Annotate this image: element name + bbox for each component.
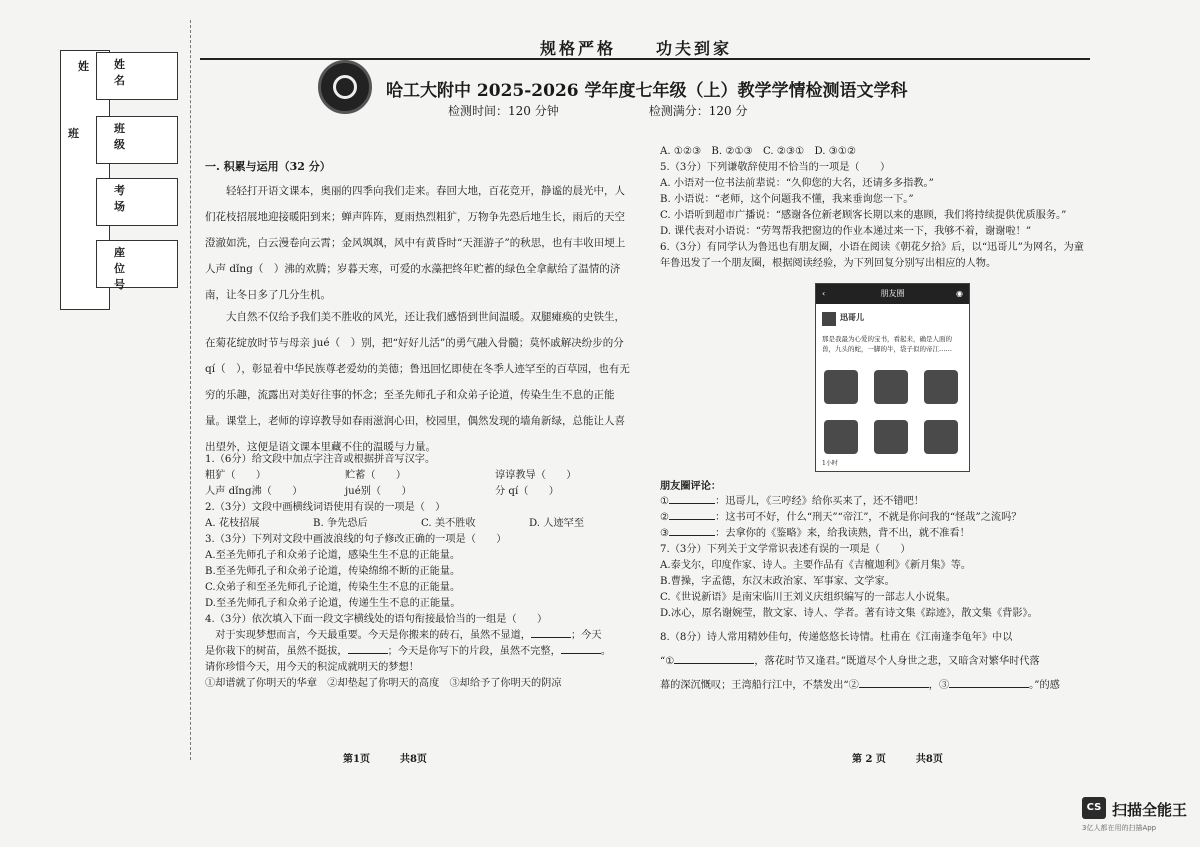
post-text: 那是我最为心爱的宝书，看起来，确是人面的兽，九头的蛇，一脚的牛，袋子似的帝江…… xyxy=(822,335,952,353)
q1-item-a: 粗犷（ ） xyxy=(205,470,267,481)
mythical-beast-image xyxy=(924,420,958,454)
q3-option-a[interactable]: A.至圣先师孔子和众弟子论道，感染生生不息的正能量。 xyxy=(205,550,461,561)
fold-line xyxy=(190,20,191,760)
comment-3: ③ ：去拿你的《鉴略》来，给我读熟，背不出，就不准看！ xyxy=(660,528,970,539)
question-6: 6.（3分）有同学认为鲁迅也有朋友圈，小语在阅读《朝花夕拾》后，以“迅哥儿”为网名，为童年鲁迅发了一个朋友圈，根据阅读经验，为下列回复分别写出相应的人物。 xyxy=(660,242,1084,269)
passage-paragraph-2: 大自然不仅给予我们美不胜收的风光，还让我们感悟到世间温暖。双腿瘫痪的史铁生，在菊花绽放时节与母亲 jué（ ）别，把“好好儿活”的勇气融入骨髓；莫怀戚解决纷步的分 qí（ ），彰显着中华民族尊老爱幼的美德；鲁迅回忆即使在冬季人迹罕至的百草园，也有无穷的乐趣，流露出对美好往事的怀念；至圣先师孔子和众弟子论道，传染生生不息的正能量。课堂上，老师的谆谆教导如春雨滋润心田，校园里，偶然发现的墙角新绿，总能让人喜出望外，这便是语文课本里藏不住的温暖与力量。 xyxy=(205,311,630,453)
name-label: 姓 名 xyxy=(114,58,147,87)
question-block-right-bottom xyxy=(660,478,1090,698)
q4-passage-line-1: 对于实现梦想而言，今天最重要。今天是你搬来的砖石，虽然不显道， ；今天 xyxy=(215,630,602,641)
right-page-footer xyxy=(852,750,943,765)
q8-line-2: “① ，落花时节又逢君。”既道尽个人身世之悲，又暗含对繁华时代落 xyxy=(660,656,1040,667)
mythical-beast-image xyxy=(824,370,858,404)
q8-blank-1[interactable] xyxy=(674,663,754,664)
right-page-number: 第 2 页 xyxy=(852,754,886,765)
school-logo-icon xyxy=(318,60,372,114)
binding-name-short: 姓 xyxy=(78,60,89,73)
question-block-left xyxy=(205,452,635,692)
question-3: 3.（3分）下列对文段中画波浪线的句子修改正确的一项是（ ） xyxy=(205,534,507,545)
mythical-beast-image xyxy=(874,370,908,404)
class-label: 班 级 xyxy=(114,122,147,151)
left-page-total: 共8页 xyxy=(399,754,427,765)
seat-field[interactable] xyxy=(96,240,178,288)
mythical-beast-image xyxy=(874,420,908,454)
q5-option-b[interactable]: B. 小语说：“老师，这个问题我不懂，我来垂询您一下。” xyxy=(660,194,914,205)
back-arrow-icon: ‹ xyxy=(822,289,826,298)
scanner-app-name: 扫描全能王 xyxy=(1112,801,1188,819)
post-time: 1小时 xyxy=(822,460,838,467)
q3-option-b[interactable]: B.至圣先师孔子和众弟子论道，传染绵绵不断的正能量。 xyxy=(205,566,461,577)
camscanner-logo-icon: CS xyxy=(1082,797,1106,819)
comment-2-blank[interactable] xyxy=(669,519,715,520)
right-page-total: 共8页 xyxy=(915,754,943,765)
camera-icon: ◉ xyxy=(956,289,963,298)
q1-item-d: 人声 dǐng沸（ ） xyxy=(205,486,303,497)
question-5: 5.（3分）下列谦敬辞使用不恰当的一项是（ ） xyxy=(660,162,891,173)
phone-title: 朋友圈 xyxy=(880,289,905,298)
left-page-number: 第1页 xyxy=(343,754,370,765)
q2-option-c[interactable]: C. 美不胜收 xyxy=(421,518,476,529)
comments-title: 朋友圈评论： xyxy=(660,480,722,492)
q8-blank-3[interactable] xyxy=(949,687,1029,688)
q4-options: ①却谱就了你明天的华章 ②却垫起了你明天的高度 ③却给予了你明天的阴凉 xyxy=(205,678,562,689)
left-page-footer xyxy=(343,750,427,765)
q7-option-a[interactable]: A.泰戈尔，印度作家、诗人。主要作品有《吉檀迦利》《新月集》等。 xyxy=(660,560,972,571)
q1-item-c: 谆谆教导（ ） xyxy=(495,470,577,481)
moments-phone-screenshot xyxy=(815,283,970,472)
q8-blank-2[interactable] xyxy=(859,687,929,688)
scanner-tagline: 3亿人都在用的扫描App xyxy=(1082,824,1157,832)
motto-part-a: 规格严格 xyxy=(540,39,617,58)
post-username: 迅哥儿 xyxy=(840,312,864,322)
q2-option-d[interactable]: D. 人迹罕至 xyxy=(529,518,585,529)
exam-meta xyxy=(448,102,837,119)
motto-part-b: 功夫到家 xyxy=(656,39,733,58)
question-2: 2.（3分）文段中画横线词语使用有误的一项是（ ） xyxy=(205,502,446,513)
question-7: 7.（3分）下列关于文学常识表述有误的一项是（ ） xyxy=(660,544,911,555)
phone-title-bar xyxy=(816,284,969,304)
q4-passage-line-3: 请你珍惜今天，用今天的积淀成就明天的梦想！ xyxy=(205,662,419,673)
comment-1-blank[interactable] xyxy=(669,503,715,504)
question-1: 1.（6分）给文段中加点字注音或根据拼音写汉字。 xyxy=(205,454,436,465)
q4-answer-options[interactable]: A. ①②③ B. ②①③ C. ②③① D. ③①② xyxy=(660,146,857,157)
header-rule xyxy=(200,58,1090,60)
q2-option-b[interactable]: B. 争先恐后 xyxy=(313,518,368,529)
passage-paragraph-1: 轻轻打开语文课本，奥丽的四季向我们走来。春回大地，百花竞开，静谧的晨光中，人们花枝招展地迎接暖阳到来；蝉声阵阵，夏雨热烈粗犷，万物争先恐后地生长，雨后的天空澄澈如洗，白云漫卷向云霄；金风飒飒，风中有黄昏时“天涯游子”的秋思，也有丰收田埂上人声 dǐng（ ）沸的欢腾；岁暮天寒，可爱的水藻把终年贮蓄的绿色全拿献给了温情的济南，让冬日多了几分生机。 xyxy=(205,185,626,301)
question-4: 4.（3分）依次填入下面一段文字横线处的语句衔接最恰当的一组是（ ） xyxy=(205,614,548,625)
binding-class-short: 班 xyxy=(68,127,79,140)
q1-item-b: 贮蓄（ ） xyxy=(345,470,407,481)
q2-option-a[interactable]: A. 花枝招展 xyxy=(205,518,260,529)
q1-item-e: jué别（ ） xyxy=(345,486,412,497)
q5-option-d[interactable]: D. 课代表对小语说：“劳驾帮我把窗边的作业本递过来一下，我够不着，谢谢啦！” xyxy=(660,226,1032,237)
q7-option-c[interactable]: C.《世说新语》是南宋临川王刘义庆组织编写的一部志人小说集。 xyxy=(660,592,956,603)
q5-option-a[interactable]: A. 小语对一位书法前辈说：“久仰您的大名，还请多多指教。” xyxy=(660,178,934,189)
mythical-beast-image xyxy=(824,420,858,454)
mythical-beast-image xyxy=(924,370,958,404)
exam-time: 检测时间：120 分钟 xyxy=(448,104,559,118)
q5-option-c[interactable]: C. 小语听到超市广播说：“感谢各位新老顾客长期以来的惠顾，我们将持续提供优质服务。” xyxy=(660,210,1067,221)
room-label: 考 场 xyxy=(114,184,147,213)
exam-title: 哈工大附中 2025-2026 学年度七年级（上）教学学情检测语文学科 xyxy=(386,81,908,101)
comment-2: ② ：这书可不好，什么“刑天”“帝江”，不就是你问我的“怪哉”之流吗？ xyxy=(660,512,1022,523)
school-motto xyxy=(540,36,732,59)
avatar xyxy=(822,312,836,326)
q7-option-b[interactable]: B.曹操，字孟德，东汉末政治家、军事家、文学家。 xyxy=(660,576,895,587)
comment-3-blank[interactable] xyxy=(669,535,715,536)
section-heading: 一. 积累与运用（32 分） xyxy=(205,160,331,173)
seat-label: 座 位 号 xyxy=(114,246,125,291)
q1-item-f: 分 qí（ ） xyxy=(495,486,559,497)
q3-option-d[interactable]: D.至圣先师孔子和众弟子论道，传递生生不息的正能量。 xyxy=(205,598,461,609)
q8-line-3: 幕的深沉慨叹；王湾船行江中，不禁发出“② ，③ 。”的感 xyxy=(660,680,1060,691)
question-8: 8.（8分）诗人常用精妙佳句，传递悠悠长诗情。杜甫在《江南逢李龟年》中以 xyxy=(660,632,1013,643)
comment-1: ① ：迅哥儿，《三哼经》给你买来了，还不错吧！ xyxy=(660,496,924,507)
question-block-right-top xyxy=(660,144,1090,272)
q4-passage-line-2: 是你栽下的树苗，虽然不挺拔， ；今天是你写下的片段，虽然不完整， 。 xyxy=(205,646,611,657)
exam-score: 检测满分：120 分 xyxy=(648,104,748,118)
q7-option-d[interactable]: D.冰心，原名谢婉莹，散文家、诗人、学者。著有诗文集《踪迹》，散文集《背影》。 xyxy=(660,608,1038,619)
q3-option-c[interactable]: C.众弟子和至圣先师孔子论道，传染生生不息的正能量。 xyxy=(205,582,461,593)
